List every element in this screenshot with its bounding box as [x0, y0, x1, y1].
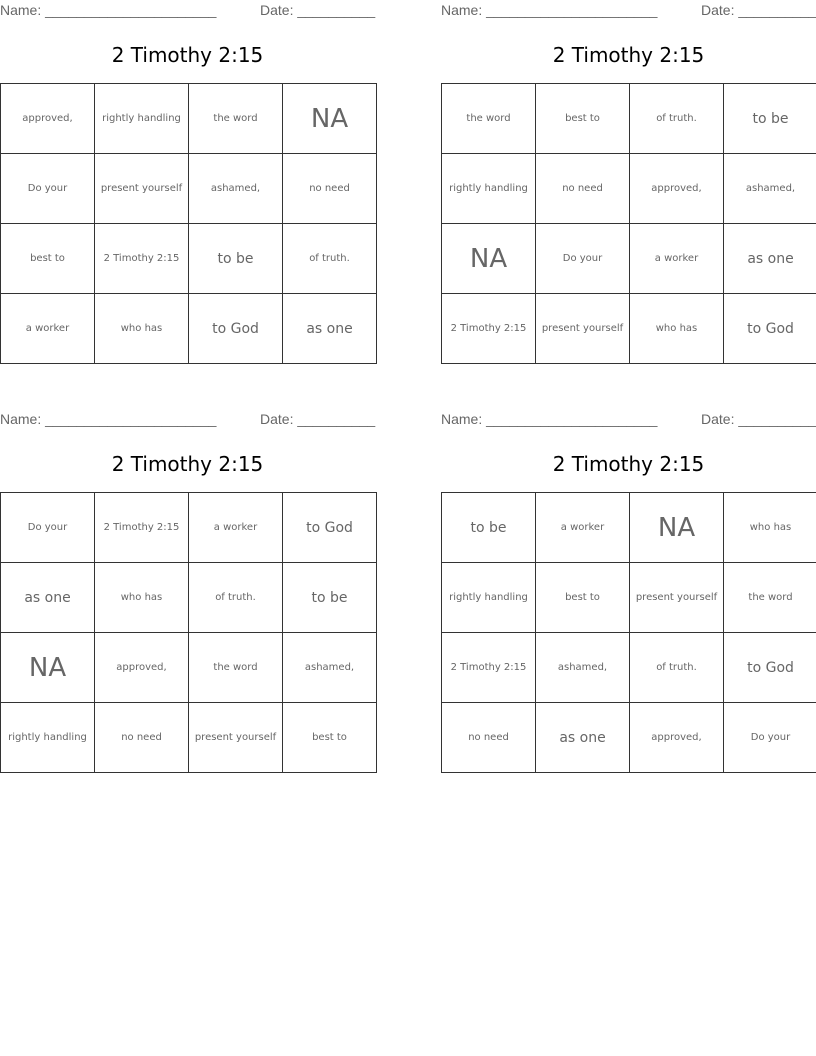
grid-cell[interactable]: as one — [536, 703, 630, 773]
grid-cell[interactable]: NA — [630, 493, 724, 563]
bingo-grid — [0, 83, 377, 364]
name-field[interactable]: Name: ______________________ — [441, 411, 658, 427]
grid-row — [1, 224, 377, 294]
grid-cell[interactable]: 2 Timothy 2:15 — [442, 294, 536, 364]
grid-row — [1, 633, 377, 703]
grid-cell[interactable]: approved, — [1, 84, 95, 154]
grid-cell[interactable]: to God — [283, 493, 377, 563]
grid-cell[interactable]: ashamed, — [724, 154, 816, 224]
grid-cell[interactable]: 2 Timothy 2:15 — [95, 224, 189, 294]
grid-cell[interactable]: a worker — [536, 493, 630, 563]
grid-cell[interactable]: best to — [1, 224, 95, 294]
grid-cell[interactable]: best to — [283, 703, 377, 773]
grid-cell[interactable]: rightly handling — [442, 154, 536, 224]
card-title: 2 Timothy 2:15 — [111, 452, 264, 476]
grid-cell[interactable]: to be — [724, 84, 816, 154]
bingo-grid — [441, 492, 816, 773]
grid-row — [442, 294, 816, 364]
grid-cell[interactable]: Do your — [1, 493, 95, 563]
bingo-card-1 — [0, 0, 375, 365]
grid-cell[interactable]: to be — [283, 563, 377, 633]
grid-cell[interactable]: ashamed, — [189, 154, 283, 224]
card-title: 2 Timothy 2:15 — [111, 43, 264, 67]
bingo-card-2 — [441, 0, 816, 365]
grid-cell[interactable]: a worker — [630, 224, 724, 294]
bingo-grid — [441, 83, 816, 364]
card-header — [0, 411, 375, 429]
grid-cell[interactable]: rightly handling — [1, 703, 95, 773]
grid-cell[interactable]: ashamed, — [283, 633, 377, 703]
date-field[interactable]: Date: __________ — [701, 411, 816, 427]
grid-cell[interactable]: ashamed, — [536, 633, 630, 703]
grid-cell[interactable]: of truth. — [630, 633, 724, 703]
grid-cell[interactable]: 2 Timothy 2:15 — [95, 493, 189, 563]
bingo-grid — [0, 492, 377, 773]
grid-row — [442, 493, 816, 563]
grid-cell[interactable]: to God — [724, 633, 816, 703]
grid-cell[interactable]: rightly handling — [442, 563, 536, 633]
grid-row — [442, 633, 816, 703]
grid-cell[interactable]: the word — [189, 84, 283, 154]
grid-cell[interactable]: 2 Timothy 2:15 — [442, 633, 536, 703]
grid-cell[interactable]: Do your — [536, 224, 630, 294]
grid-cell[interactable]: the word — [189, 633, 283, 703]
grid-cell[interactable]: the word — [442, 84, 536, 154]
grid-cell[interactable]: to God — [724, 294, 816, 364]
grid-row — [1, 84, 377, 154]
grid-cell[interactable]: a worker — [1, 294, 95, 364]
grid-cell[interactable]: best to — [536, 563, 630, 633]
grid-cell[interactable]: present yourself — [189, 703, 283, 773]
date-field[interactable]: Date: __________ — [260, 411, 376, 427]
grid-row — [1, 493, 377, 563]
date-field[interactable]: Date: __________ — [701, 2, 816, 18]
name-field[interactable]: Name: ______________________ — [0, 411, 217, 427]
grid-cell[interactable]: the word — [724, 563, 816, 633]
grid-cell[interactable]: present yourself — [630, 563, 724, 633]
grid-cell[interactable]: who has — [630, 294, 724, 364]
date-field[interactable]: Date: __________ — [260, 2, 376, 18]
grid-cell[interactable]: approved, — [630, 154, 724, 224]
grid-row — [442, 224, 816, 294]
grid-cell[interactable]: to be — [442, 493, 536, 563]
grid-cell[interactable]: NA — [1, 633, 95, 703]
grid-row — [1, 154, 377, 224]
grid-cell[interactable]: of truth. — [283, 224, 377, 294]
grid-cell[interactable]: no need — [442, 703, 536, 773]
grid-row — [442, 703, 816, 773]
grid-cell[interactable]: of truth. — [630, 84, 724, 154]
grid-cell[interactable]: present yourself — [95, 154, 189, 224]
bingo-card-3 — [0, 409, 375, 774]
grid-cell[interactable]: no need — [283, 154, 377, 224]
grid-cell[interactable]: as one — [283, 294, 377, 364]
card-header — [441, 411, 816, 429]
grid-cell[interactable]: approved, — [630, 703, 724, 773]
bingo-card-4 — [441, 409, 816, 774]
name-field[interactable]: Name: ______________________ — [441, 2, 658, 18]
grid-cell[interactable]: who has — [95, 294, 189, 364]
grid-cell[interactable]: no need — [95, 703, 189, 773]
grid-cell[interactable]: to God — [189, 294, 283, 364]
grid-cell[interactable]: to be — [189, 224, 283, 294]
grid-cell[interactable]: Do your — [1, 154, 95, 224]
card-header — [0, 2, 375, 20]
grid-cell[interactable]: approved, — [95, 633, 189, 703]
grid-cell[interactable]: as one — [724, 224, 816, 294]
grid-cell[interactable]: no need — [536, 154, 630, 224]
grid-row — [1, 703, 377, 773]
grid-cell[interactable]: as one — [1, 563, 95, 633]
card-header — [441, 2, 816, 20]
grid-cell[interactable]: NA — [283, 84, 377, 154]
card-title: 2 Timothy 2:15 — [552, 452, 705, 476]
grid-row — [442, 84, 816, 154]
grid-row — [442, 563, 816, 633]
grid-cell[interactable]: Do your — [724, 703, 816, 773]
grid-cell[interactable]: rightly handling — [95, 84, 189, 154]
card-title: 2 Timothy 2:15 — [552, 43, 705, 67]
grid-cell[interactable]: who has — [95, 563, 189, 633]
grid-row — [1, 563, 377, 633]
grid-row — [442, 154, 816, 224]
grid-cell[interactable]: best to — [536, 84, 630, 154]
grid-row — [1, 294, 377, 364]
grid-cell[interactable]: who has — [724, 493, 816, 563]
grid-cell[interactable]: a worker — [189, 493, 283, 563]
grid-cell[interactable]: of truth. — [189, 563, 283, 633]
grid-cell[interactable]: present yourself — [536, 294, 630, 364]
name-field[interactable]: Name: ______________________ — [0, 2, 217, 18]
grid-cell[interactable]: NA — [442, 224, 536, 294]
